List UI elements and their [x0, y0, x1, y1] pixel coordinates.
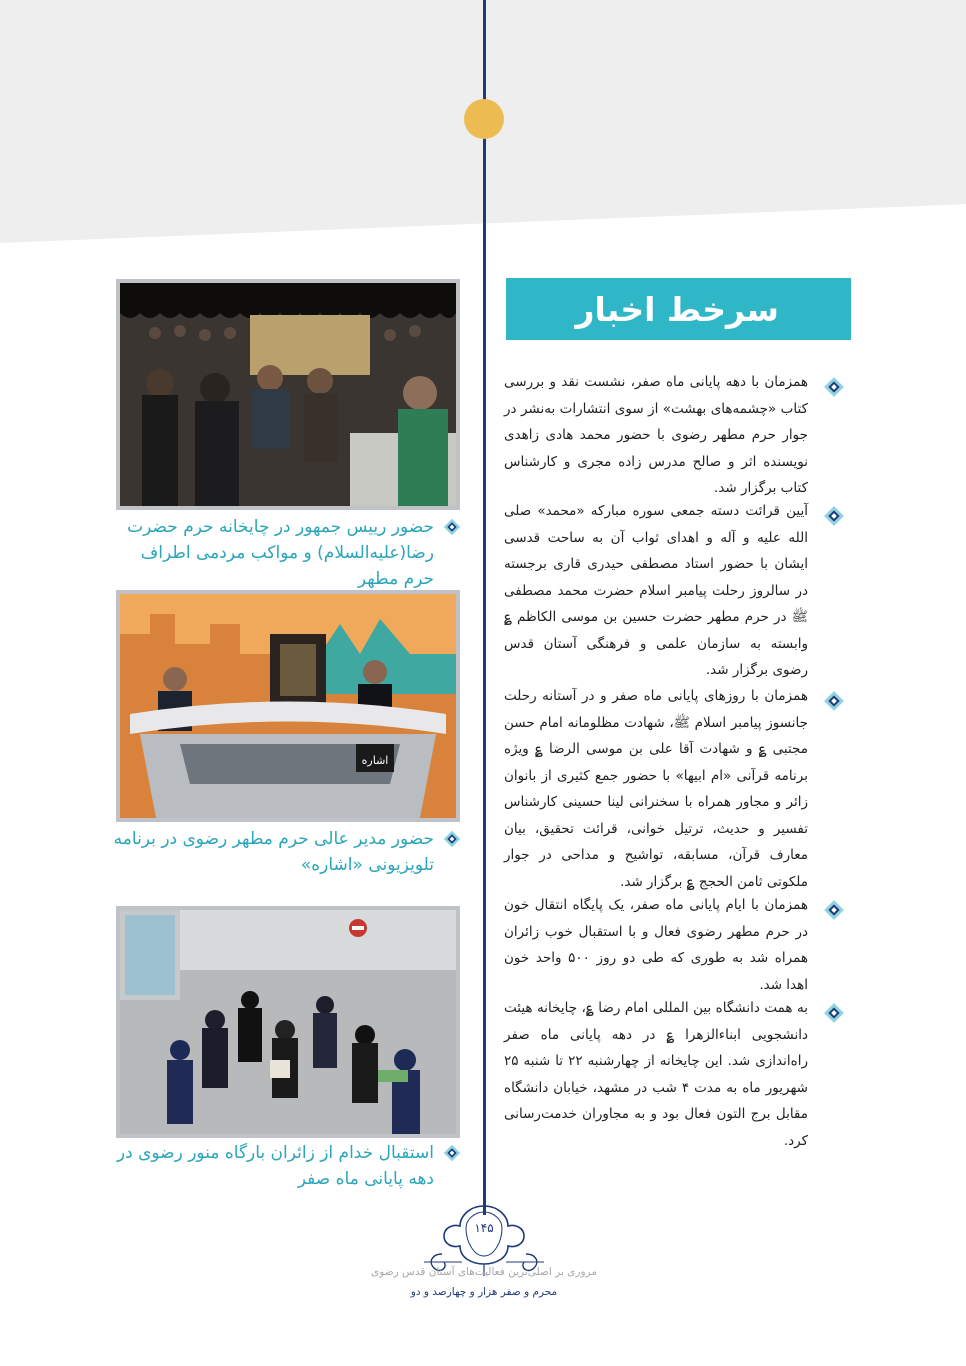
photo-caption — [112, 514, 464, 592]
photo-tv-studio — [116, 590, 460, 822]
diamond-ornament-icon — [822, 689, 846, 713]
photo-caption — [112, 1140, 464, 1192]
diamond-ornament-icon — [822, 504, 846, 528]
tv-logo-text: اشاره — [361, 754, 389, 767]
news-item — [504, 995, 850, 1154]
news-text: آیین قرائت دسته جمعی سوره مبارکه «محمد» صلی الله علیه و آله و اهدای ثواب آن به ساحت قدسی ایشان با حضور استاد مصطفی حیدری قاری برجسته در سالروز رحلت پیامبر اسلام حضرت محمد مصطفی ﷺ در حرم مطهر حضرت حسین بن موسی الکاظم ؏ وابسته به سازمان علمی و فرهنگی آستان قدس رضوی برگزار شد. — [504, 503, 808, 678]
photo-caption — [112, 826, 464, 878]
caption-text: حضور رییس جمهور در چایخانه حرم حضرت رضا(علیه‌السلام) و مواکب مردمی اطراف حرم مطهر — [127, 517, 434, 589]
news-text: همزمان با ایام پایانی ماه صفر، یک پایگاه انتقال خون در حرم مطهر رضوی فعال و با استقبال خوب زائران همراه شد به طوری که طی دو روز ۵۰۰ واحد خون اهدا شد. — [504, 897, 808, 993]
diamond-ornament-icon — [822, 1001, 846, 1025]
footer-publication-title: مروری بر اصلی‌ترین فعالیت‌های آستان قدس رضوی — [371, 1266, 597, 1278]
caption-text: استقبال خدام از زائران بارگاه منور رضوی در دهه پایانی ماه صفر — [116, 1143, 434, 1189]
news-item — [504, 892, 850, 998]
news-text: به همت دانشگاه بین المللی امام رضا ؏، چایخانه هیئت دانشجویی ابناءالزهرا ؏ در دهه پایانی ماه صفر راه‌اندازی شد. این چایخانه از چهارشنبه ۲۲ تا شنبه ۲۵ شهریور ماه به مدت ۴ شب در مشهد، خیابان دانشگاه مقابل برج التون فعال بود و به مجاوران خدمت‌رسانی کرد. — [504, 1000, 808, 1149]
page-number: ۱۴۵ — [474, 1221, 494, 1235]
news-text: همزمان با روزهای پایانی ماه صفر و در آستانه رحلت جانسوز پیامبر اسلام ﷺ، شهادت مظلومانه امام حسن مجتبی ؏ و شهادت آقا علی بن موسی الرضا ؏ ویژه برنامه قرآنی «ام ابیها» با حضور جمع کثیری از بانوان زائر و مجاور همراه با سخنرانی لینا حسینی کارشناس تفسیر و حدیث، ترتیل خوانی، قرائت تحقیق، بیان معارف قرآن، مسابقه، تواشیح و مداحی در جوار ملکوتی ثامن الحجج ؏ برگزار شد. — [504, 688, 808, 890]
welcome-image — [120, 910, 456, 1134]
diamond-ornament-icon — [822, 375, 846, 399]
diamond-ornament-icon — [822, 898, 846, 922]
center-spine-line — [483, 0, 486, 1215]
diamond-ornament-icon — [442, 1143, 462, 1163]
caption-text: حضور مدیر عالی حرم مطهر رضوی در برنامه تلویزیونی «اشاره» — [113, 829, 434, 875]
news-item — [504, 683, 850, 895]
news-item — [504, 498, 850, 684]
news-item — [504, 369, 850, 502]
footer-issue-date: محرم و صفر هزار و چهارصد و دو — [410, 1286, 558, 1298]
section-title: سرخط اخبار — [575, 289, 779, 329]
news-text: همزمان با دهه پایانی ماه صفر، نشست نقد و بررسی کتاب «چشمه‌های بهشت» از سوی انتشارات به‌نشر در جوار حرم مطهر رضوی با حضور محمد هادی زاهدی نویسنده اثر و صالح مدرس زاده مجری و کارشناس کتاب برگزار شد. — [504, 374, 808, 496]
photo-servants-welcome — [116, 906, 460, 1138]
diamond-ornament-icon — [442, 829, 462, 849]
gold-circle-ornament — [464, 99, 504, 139]
section-header — [506, 278, 851, 340]
photo-tea-house — [116, 279, 460, 510]
crowd-image — [120, 283, 456, 506]
tv-studio-image — [120, 594, 456, 818]
diamond-ornament-icon — [442, 517, 462, 537]
